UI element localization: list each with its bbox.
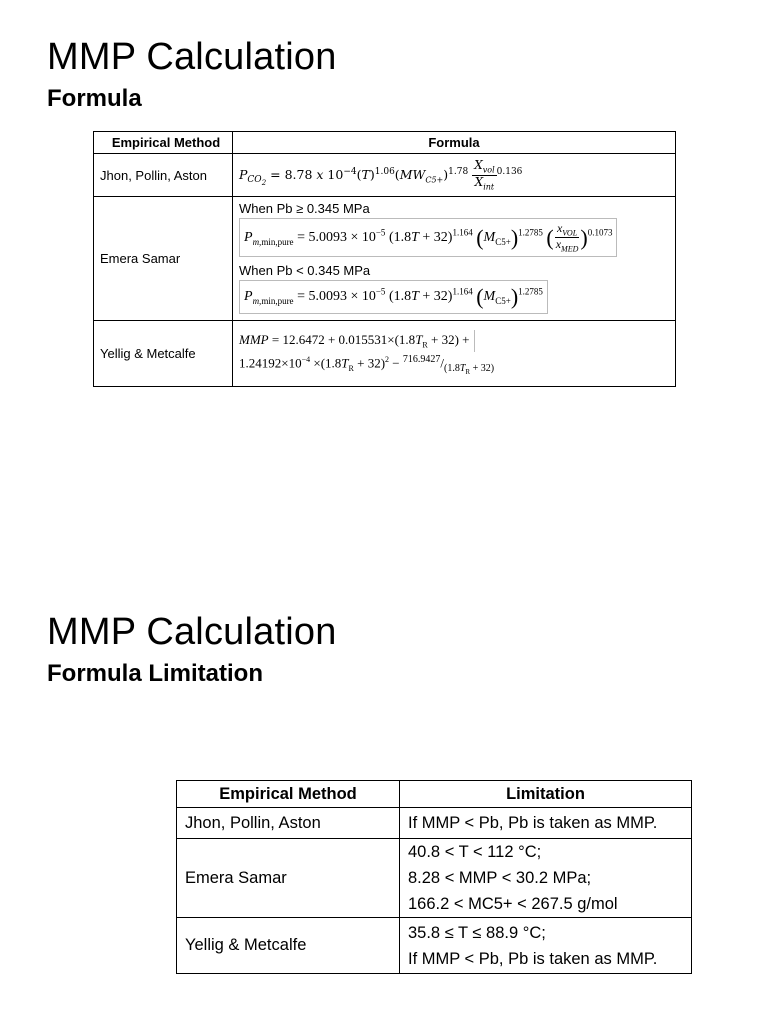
method-cell: Jhon, Pollin, Aston [177, 808, 400, 839]
condition-label: When Pb < 0.345 MPa [239, 263, 371, 279]
table-row [94, 154, 676, 197]
slide-subtitle: Formula [47, 85, 142, 112]
header-empirical-method: Empirical Method [177, 781, 400, 808]
header-formula: Formula [233, 132, 676, 154]
method-cell: Jhon, Pollin, Aston [94, 154, 233, 197]
limitation-text: If MMP < Pb, Pb is taken as MMP. [408, 949, 658, 968]
formula-cell [233, 154, 676, 197]
method-cell: Emera Samar [177, 839, 400, 918]
formula-jhon-pollin-aston: $P_{CO_2} = 8.78$ x $10^{-4}(T)^{1.06}(MW_{C5+})^{1.78}$ $\frac{X_{vol}}{X_{int}}$ $^{0.136}$ [239, 158, 523, 191]
formula-emera-samar-low: $P_{m,min,pure} = 5.0093 \times 10^{-5}$ $(1.8T + 32)^{1.164}$ $(M_{C5+})^{1.2785}$ [239, 280, 548, 314]
method-cell: Yellig & Metcalfe [94, 321, 233, 387]
limitation-text: 8.28 < MMP < 30.2 MPa; [408, 869, 592, 887]
header-limitation: Limitation [400, 781, 692, 808]
limitation-cell [400, 839, 692, 918]
slide-title: MMP Calculation [47, 36, 337, 78]
table-row [177, 808, 692, 839]
condition-label: When Pb ≥ 0.345 MPa [239, 200, 370, 216]
formula-cell [233, 197, 676, 321]
table-row [94, 321, 676, 387]
method-cell: Yellig & Metcalfe [177, 918, 400, 974]
limitation-text: If MMP < Pb, Pb is taken as MMP. [408, 813, 658, 832]
slide-subtitle: Formula Limitation [47, 660, 263, 687]
slide-title: MMP Calculation [47, 611, 337, 653]
limitation-text: 35.8 ≤ T ≤ 88.9 °C; [408, 923, 546, 942]
limitation-text: 166.2 < MC5+ < 267.5 g/mol [408, 895, 618, 913]
limitation-text: 40.8 < T < 112 °C; [408, 843, 542, 861]
slide-formula-limitation [0, 512, 768, 1024]
table-row [177, 918, 692, 974]
limitation-cell [400, 918, 692, 974]
formula-emera-samar-high: $P_{m,min,pure} = 5.0093 \times 10^{-5}$ $(1.8T + 32)^{1.164}$ $(M_{C5+})^{1.2785}$ ( $\frac{x_{VOL}}{x_{MED}}$ )$^{0.1073}$ [239, 218, 617, 258]
table-row [94, 197, 676, 321]
formula-yellig-metcalfe: MMP = $12.6472 + 0.015531\times(1.8T_R + 32)$ + $1.24192\times 10^{-4} \times(1.8T_R + 32)^2 - ^{716.9427}/_{(1.8T_R + 32)}$ [239, 331, 495, 376]
formula-cell [233, 321, 676, 387]
limitation-cell [400, 808, 692, 839]
table-row [177, 839, 692, 918]
header-empirical-method: Empirical Method [94, 132, 233, 154]
formula-table [93, 131, 676, 387]
limitation-table [176, 780, 692, 974]
method-cell: Emera Samar [94, 197, 233, 321]
